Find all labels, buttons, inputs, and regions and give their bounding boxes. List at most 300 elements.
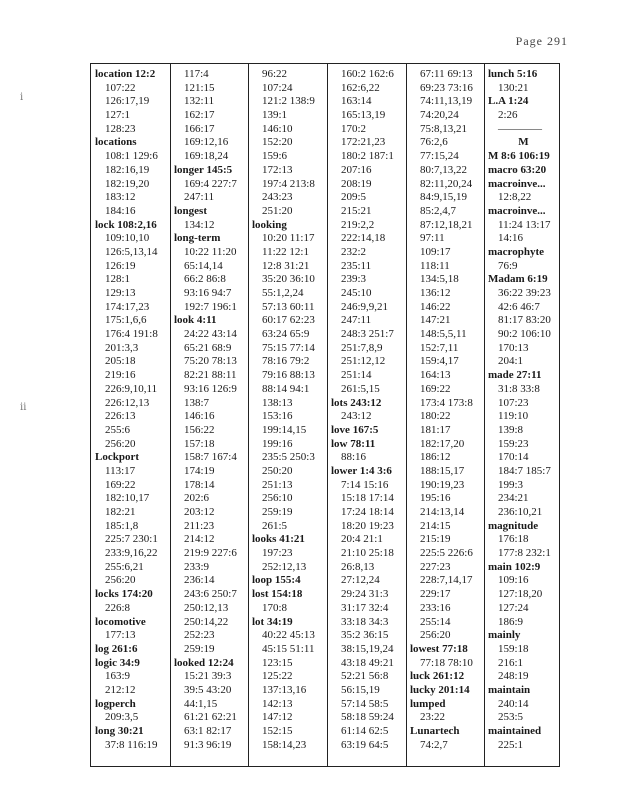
index-entry-reference: 109:16 <box>498 574 529 587</box>
index-entry-reference: 159:18 <box>498 642 529 655</box>
index-entry-reference: 163:9 <box>105 670 131 683</box>
index-entry-reference: 186:9 <box>498 615 524 628</box>
index-entry-reference: 125:22 <box>262 670 293 683</box>
index-entry-reference: 255:14 <box>420 615 451 628</box>
index-entry-reference: 61:14 62:5 <box>341 725 389 737</box>
index-entry-reference: 255:6 <box>105 423 131 436</box>
index-entry-reference: 11:24 13:17 <box>498 218 551 231</box>
index-entry-reference: 38:15,19,24 <box>341 642 394 655</box>
index-entry-reference: 225:5 226:6 <box>420 547 473 560</box>
index-entry-reference: 225:7 230:1 <box>105 533 158 546</box>
index-column-5 <box>406 68 484 766</box>
index-entry-reference: 181:17 <box>420 423 451 436</box>
index-entry-term: maintained <box>488 725 542 737</box>
index-entry-reference: 251:13 <box>262 478 293 491</box>
index-entry-reference: 79:16 88:13 <box>262 369 315 382</box>
index-entry-reference: 128:1 <box>105 273 131 286</box>
index-entry-reference: 226:13 <box>105 410 136 423</box>
index-entry-reference: 209:5 <box>341 191 367 204</box>
index-entry-reference: 63:1 82:17 <box>184 725 232 737</box>
column-divider <box>248 64 249 766</box>
index-entry-term: love 167:5 <box>331 423 379 436</box>
index-entry-reference: 55:1,2,24 <box>262 287 304 299</box>
index-entry-term: long 30:21 <box>95 725 144 737</box>
index-entry-reference: 132:11 <box>184 95 215 108</box>
index-entry-reference: 147:21 <box>420 314 451 327</box>
index-entry-reference: 11:22 12:1 <box>262 245 309 258</box>
index-entry-reference: 35:2 36:15 <box>341 629 389 642</box>
index-entry-reference: 226:8 <box>105 601 131 614</box>
index-entry-reference: 172:13 <box>262 163 293 176</box>
index-entry-reference: 197:23 <box>262 547 293 560</box>
index-entry-reference: 261:5,15 <box>341 382 380 395</box>
index-entry-reference: 197:4 213:8 <box>262 177 315 190</box>
index-entry-reference: 77:15,24 <box>420 150 459 163</box>
index-entry-reference: 243:12 <box>341 410 372 423</box>
index-entry-reference: 146:22 <box>420 300 451 313</box>
index-entry-term: lunch 5:16 <box>488 68 538 80</box>
index-entry-reference: 178:14 <box>184 478 215 491</box>
index-entry-reference: 158:14,23 <box>262 738 307 751</box>
index-entry-reference: 134:12 <box>184 218 215 231</box>
index-entry-reference: 251:14 <box>341 369 372 382</box>
index-entry-reference: 121:2 138:9 <box>262 95 315 108</box>
index-entry-reference: 180:2 187:1 <box>341 150 394 163</box>
index-entry-reference: 183:12 <box>105 191 136 204</box>
index-entry-reference: 214:13,14 <box>420 506 465 518</box>
column-divider <box>406 64 407 766</box>
index-column-2 <box>170 68 248 766</box>
index-entry-reference: 225:1 <box>498 738 524 751</box>
index-entry-reference: 93:16 94:7 <box>184 287 232 299</box>
index-entry-reference: 199:3 <box>498 478 524 491</box>
index-entry-reference: 169:22 <box>105 478 136 491</box>
index-entry-reference: 246:9,9,21 <box>341 300 389 313</box>
index-entry-reference: 107:23 <box>498 396 529 409</box>
index-entry-term: magnitude <box>488 519 539 532</box>
index-entry-reference: 91:3 96:19 <box>184 738 232 751</box>
index-entry-reference: 226:12,13 <box>105 396 150 409</box>
index-entry-term: lock 108:2,16 <box>95 218 157 231</box>
index-entry-reference: 261:5 <box>262 519 288 532</box>
index-entry-reference: 157:18 <box>184 437 215 450</box>
index-entry-term: log 261:6 <box>95 642 138 655</box>
index-entry-reference: 166:17 <box>184 122 215 135</box>
index-entry-reference: 248:19 <box>498 670 529 683</box>
index-entry-reference: 58:18 59:24 <box>341 711 394 724</box>
index-entry-reference: 235:5 250:3 <box>262 451 315 464</box>
section-letter: M <box>518 136 529 149</box>
index-entry-reference: 56:15,19 <box>341 683 380 696</box>
index-entry-reference: 247:11 <box>341 314 372 327</box>
index-entry-reference: 74:2,7 <box>420 738 448 751</box>
index-column-6 <box>484 68 559 766</box>
index-entry-reference: 162:17 <box>184 109 215 122</box>
index-entry-term: macroinve... <box>488 177 546 190</box>
index-entry-reference: 172:21,23 <box>341 136 386 149</box>
index-entry-reference: 113:17 <box>105 464 136 477</box>
index-entry-reference: 27:12,24 <box>341 574 380 587</box>
index-entry-reference: 165:13,19 <box>341 109 386 122</box>
index-entry-reference: 184:7 185:7 <box>498 464 551 477</box>
index-entry-reference: 153:16 <box>262 410 293 423</box>
index-entry-reference: 208:19 <box>341 177 372 190</box>
index-entry-reference: 236:10,21 <box>498 506 543 518</box>
index-entry-reference: 42:6 46:7 <box>498 300 540 313</box>
index-entry-reference: 186:12 <box>420 451 451 464</box>
index-entry-reference: 81:17 83:20 <box>498 314 551 327</box>
index-entry-reference: 235:11 <box>341 259 372 272</box>
index-entry-reference: 69:23 73:16 <box>420 81 473 94</box>
index-entry-reference: 232:2 <box>341 245 367 258</box>
index-entry-reference: 127:1 <box>105 109 131 122</box>
index-entry-reference: 177:8 232:1 <box>498 547 551 560</box>
index-entry-reference: 252:12,13 <box>262 560 307 573</box>
index-entry-reference: 17:24 18:14 <box>341 506 394 518</box>
index-entry-reference: 255:6,21 <box>105 560 144 573</box>
index-entry-reference: 228:7,14,17 <box>420 574 473 587</box>
index-entry-term: macrophyte <box>488 245 545 258</box>
index-entry-reference: ———— <box>498 122 542 135</box>
index-entry-reference: 39:5 43:20 <box>184 683 232 696</box>
page-number: Page 291 <box>515 34 568 48</box>
index-entry-term: long-term <box>174 232 221 245</box>
index-entry-reference: 61:21 62:21 <box>184 711 237 724</box>
index-entry-reference: 211:23 <box>184 519 215 532</box>
index-entry-reference: 126:19 <box>105 259 136 272</box>
index-entry-reference: 156:22 <box>184 423 215 436</box>
index-entry-reference: 52:21 56:8 <box>341 670 389 683</box>
index-entry-reference: 57:13 60:11 <box>262 300 315 313</box>
index-entry-reference: 15:21 39:3 <box>184 670 232 683</box>
index-entry-reference: 119:10 <box>498 410 529 423</box>
index-entry-reference: 76:9 <box>498 259 518 272</box>
index-entry-reference: 233:9 <box>184 560 210 573</box>
index-entry-reference: 87:12,18,21 <box>420 218 473 231</box>
index-entry-reference: 176:18 <box>498 533 529 546</box>
index-entry-reference: 7:14 15:16 <box>341 478 389 491</box>
index-entry-reference: 185:1,8 <box>105 519 139 532</box>
index-entry-reference: 251:12,12 <box>341 355 386 368</box>
index-entry-reference: 26:8,13 <box>341 560 375 573</box>
index-entry-reference: 84:9,15,19 <box>420 191 468 204</box>
index-entry-term: made 27:11 <box>488 369 542 382</box>
index-entry-reference: 97:11 <box>420 232 445 245</box>
index-entry-reference: 45:15 51:11 <box>262 642 315 655</box>
index-entry-reference: 33:18 34:3 <box>341 615 389 628</box>
index-entry-reference: 40:22 45:13 <box>262 629 315 642</box>
index-entry-reference: 138:7 <box>184 396 210 409</box>
index-entry-reference: 170:14 <box>498 451 529 464</box>
index-entry-reference: 108:1 129:6 <box>105 150 158 163</box>
index-entry-reference: 118:11 <box>420 259 450 272</box>
index-entry-term: mainly <box>488 629 521 642</box>
index-entry-reference: 182:19,20 <box>105 177 150 190</box>
index-entry-term: lost 154:18 <box>252 588 303 601</box>
index-entry-reference: 229:17 <box>420 588 451 601</box>
index-entry-reference: 37:8 116:19 <box>105 738 158 751</box>
index-entry-reference: 12:8,22 <box>498 191 532 204</box>
index-entry-reference: 175:1,6,6 <box>105 314 147 327</box>
index-entry-reference: 142:13 <box>262 697 293 710</box>
index-entry-reference: 146:10 <box>262 122 293 135</box>
index-entry-term: look 4:11 <box>174 314 217 327</box>
index-entry-reference: 219:9 227:6 <box>184 547 237 560</box>
index-entry-reference: 176:4 191:8 <box>105 328 158 341</box>
index-entry-reference: 170:13 <box>498 341 529 354</box>
index-entry-reference: 169:4 227:7 <box>184 177 237 190</box>
index-entry-reference: 202:6 <box>184 492 210 505</box>
index-entry-reference: 199:16 <box>262 437 293 450</box>
index-entry-term: maintain <box>488 683 531 696</box>
index-entry-reference: 215:19 <box>420 533 451 546</box>
index-entry-term: lowest 77:18 <box>410 642 468 655</box>
index-entry-reference: 76:2,6 <box>420 136 448 149</box>
index-entry-reference: 169:12,16 <box>184 136 229 149</box>
index-entry-reference: 219:2,2 <box>341 218 375 231</box>
index-entry-term: lower 1:4 3:6 <box>331 464 392 477</box>
index-entry-reference: 12:8 31:21 <box>262 259 310 272</box>
index-entry-term: Lockport <box>95 451 139 464</box>
index-entry-reference: 126:17,19 <box>105 95 150 108</box>
index-entry-reference: 20:4 21:1 <box>341 533 383 546</box>
index-entry-reference: 152:20 <box>262 136 293 149</box>
index-entry-term: locks 174:20 <box>95 588 153 601</box>
index-entry-reference: 109:17 <box>420 245 451 258</box>
index-entry-reference: 15:18 17:14 <box>341 492 394 505</box>
index-entry-reference: 170:8 <box>262 601 288 614</box>
index-entry-reference: 75:20 78:13 <box>184 355 237 368</box>
index-entry-reference: 60:17 62:23 <box>262 314 315 327</box>
index-entry-term: loop 155:4 <box>252 574 301 587</box>
index-entry-reference: 130:21 <box>498 81 529 94</box>
index-entry-reference: 212:12 <box>105 683 136 696</box>
index-entry-reference: 136:12 <box>420 287 451 299</box>
index-entry-reference: 107:24 <box>262 81 293 94</box>
index-entry-reference: 219:16 <box>105 369 136 382</box>
index-entry-reference: 214:12 <box>184 533 215 546</box>
index-entry-reference: 233:9,16,22 <box>105 547 158 560</box>
index-entry-reference: 252:23 <box>184 629 215 642</box>
index-entry-reference: 65:14,14 <box>184 259 223 272</box>
index-entry-reference: 162:6,22 <box>341 81 380 94</box>
margin-mark: ⅰ <box>20 92 24 103</box>
index-entry-reference: 80:7,13,22 <box>420 163 468 176</box>
index-entry-reference: 239:3 <box>341 273 367 286</box>
index-entry-reference: 236:14 <box>184 574 215 587</box>
index-entry-reference: 90:2 106:10 <box>498 328 551 341</box>
index-entry-reference: 192:7 196:1 <box>184 300 237 313</box>
index-entry-reference: 158:7 167:4 <box>184 451 237 464</box>
index-entry-reference: 31:8 33:8 <box>498 382 540 395</box>
index-column-1 <box>91 68 170 766</box>
index-entry-reference: 159:23 <box>498 437 529 450</box>
index-entry-reference: 174:19 <box>184 464 215 477</box>
index-entry-reference: 147:12 <box>262 711 293 724</box>
index-entry-term: longer 145:5 <box>174 163 233 176</box>
index-entry-reference: 182:17,20 <box>420 437 465 450</box>
index-entry-term: Lunartech <box>410 725 460 737</box>
index-entry-reference: 44:1,15 <box>184 697 218 710</box>
index-entry-reference: 256:20 <box>105 574 136 587</box>
index-entry-reference: 256:20 <box>105 437 136 450</box>
index-entry-reference: 216:1 <box>498 656 524 669</box>
index-entry-reference: 234:21 <box>498 492 529 505</box>
index-entry-reference: 250:20 <box>262 464 293 477</box>
index-entry-reference: 180:22 <box>420 410 451 423</box>
index-entry-reference: 204:1 <box>498 355 524 368</box>
index-entry-reference: 148:5,5,11 <box>420 328 467 341</box>
index-entry-reference: 21:10 25:18 <box>341 547 394 560</box>
index-entry-reference: 129:13 <box>105 287 136 299</box>
index-column-3 <box>248 68 327 766</box>
index-entry-reference: 177:13 <box>105 629 136 642</box>
index-entry-reference: 245:10 <box>341 287 372 299</box>
index-entry-reference: 209:3,5 <box>105 711 139 724</box>
index-entry-reference: 107:22 <box>105 81 136 94</box>
index-entry-term: luck 261:12 <box>410 670 465 683</box>
index-entry-reference: 169:22 <box>420 382 451 395</box>
index-entry-reference: 29:24 31:3 <box>341 588 389 601</box>
index-entry-reference: 227:23 <box>420 560 451 573</box>
index-entry-reference: 159:6 <box>262 150 288 163</box>
index-entry-reference: 65:21 68:9 <box>184 341 232 354</box>
index-entry-reference: 188:15,17 <box>420 464 465 477</box>
index-entry-reference: 123:15 <box>262 656 293 669</box>
index-entry-term: location 12:2 <box>95 68 156 80</box>
index-entry-reference: 126:5,13,14 <box>105 245 158 258</box>
index-entry-reference: 152:15 <box>262 725 293 737</box>
index-entry-reference: 190:19,23 <box>420 478 465 491</box>
index-entry-term: locomotive <box>95 615 146 628</box>
index-entry-term: looking <box>252 218 287 231</box>
index-entry-reference: 10:20 11:17 <box>262 232 315 245</box>
index-entry-reference: 96:22 <box>262 68 288 80</box>
index-entry-term: longest <box>174 204 207 217</box>
index-column-4 <box>327 68 406 766</box>
index-entry-reference: 259:19 <box>184 642 215 655</box>
index-entry-reference: 253:5 <box>498 711 524 724</box>
index-entry-reference: 250:14,22 <box>184 615 229 628</box>
index-entry-reference: 14:16 <box>498 232 524 245</box>
index-entry-term: M 8:6 106:19 <box>488 150 550 163</box>
index-entry-reference: 78:16 79:2 <box>262 355 310 368</box>
index-entry-reference: 75:15 77:14 <box>262 341 315 354</box>
index-entry-reference: 251:7,8,9 <box>341 341 383 354</box>
index-entry-reference: 139:1 <box>262 109 288 122</box>
index-entry-reference: 226:9,10,11 <box>105 382 158 395</box>
index-entry-reference: 18:20 19:23 <box>341 519 394 532</box>
index-entry-term: macro 63:20 <box>488 163 547 176</box>
index-entry-reference: 128:23 <box>105 122 136 135</box>
index-entry-reference: 170:2 <box>341 122 367 135</box>
index-entry-reference: 174:17,23 <box>105 300 150 313</box>
index-entry-reference: 109:10,10 <box>105 232 150 245</box>
index-entry-reference: 67:11 69:13 <box>420 68 473 80</box>
index-entry-reference: 57:14 58:5 <box>341 697 389 710</box>
index-entry-reference: 139:8 <box>498 423 524 436</box>
index-entry-reference: 127:18,20 <box>498 588 543 601</box>
margin-mark: ⅱ <box>20 402 27 413</box>
column-divider <box>170 64 171 766</box>
index-entry-reference: 247:11 <box>184 191 215 204</box>
index-entry-reference: 82:21 88:11 <box>184 369 237 382</box>
index-entry-term: logic 34:9 <box>95 656 140 669</box>
index-entry-reference: 117:4 <box>184 68 209 80</box>
index-entry-reference: 2:26 <box>498 109 518 122</box>
index-entry-reference: 74:20,24 <box>420 109 459 122</box>
index-entry-reference: 127:24 <box>498 601 529 614</box>
index-entry-reference: 36:22 39:23 <box>498 287 551 299</box>
index-entry-term: looks 41:21 <box>252 533 305 546</box>
index-entry-reference: 146:16 <box>184 410 215 423</box>
index-entry-reference: 240:14 <box>498 697 529 710</box>
column-divider <box>484 64 485 766</box>
index-entry-reference: 121:15 <box>184 81 215 94</box>
index-entry-reference: 233:16 <box>420 601 451 614</box>
index-entry-reference: 66:2 86:8 <box>184 273 226 286</box>
index-entry-reference: 251:20 <box>262 204 293 217</box>
index-entry-term: logperch <box>95 697 136 710</box>
index-entry-reference: 159:4,17 <box>420 355 459 368</box>
index-entry-term: lumped <box>410 697 446 710</box>
index-entry-reference: 137:13,16 <box>262 683 307 696</box>
index-entry-reference: 160:2 162:6 <box>341 68 394 80</box>
index-entry-reference: 75:8,13,21 <box>420 122 468 135</box>
index-entry-reference: 199:14,15 <box>262 423 307 436</box>
index-entry-term: locations <box>95 136 137 149</box>
index-entry-term: low 78:11 <box>331 437 376 450</box>
index-entry-reference: 10:22 11:20 <box>184 245 237 258</box>
index-entry-term: main 102:9 <box>488 560 541 573</box>
index-entry-reference: 63:24 65:9 <box>262 328 310 341</box>
index-entry-reference: 173:4 173:8 <box>420 396 473 409</box>
index-entry-reference: 182:21 <box>105 506 136 518</box>
index-entry-reference: 163:14 <box>341 95 372 108</box>
index-entry-reference: 43:18 49:21 <box>341 656 394 669</box>
index-entry-reference: 207:16 <box>341 163 372 176</box>
index-entry-term: L.A 1:24 <box>488 95 529 108</box>
index-entry-reference: 93:16 126:9 <box>184 382 237 395</box>
index-entry-term: looked 12:24 <box>174 656 234 669</box>
index-entry-reference: 243:6 250:7 <box>184 588 237 601</box>
index-entry-reference: 63:19 64:5 <box>341 738 389 751</box>
index-entry-reference: 182:16,19 <box>105 163 150 176</box>
index-entry-reference: 77:18 78:10 <box>420 656 473 669</box>
index-entry-reference: 222:14,18 <box>341 232 386 245</box>
index-entry-term: Madam 6:19 <box>488 273 548 286</box>
column-divider <box>327 64 328 766</box>
index-entry-term: macroinve... <box>488 204 546 217</box>
index-entry-reference: 256:20 <box>420 629 451 642</box>
index-entry-reference: 214:15 <box>420 519 451 532</box>
index-table <box>90 63 560 767</box>
index-entry-reference: 248:3 251:7 <box>341 328 394 341</box>
index-entry-term: lot 34:19 <box>252 615 293 628</box>
index-entry-term: lots 243:12 <box>331 396 382 409</box>
index-entry-reference: 203:12 <box>184 506 215 518</box>
index-entry-reference: 184:16 <box>105 204 136 217</box>
index-entry-reference: 88:14 94:1 <box>262 382 310 395</box>
index-entry-reference: 138:13 <box>262 396 293 409</box>
index-entry-reference: 256:10 <box>262 492 293 505</box>
index-entry-reference: 215:21 <box>341 204 372 217</box>
index-entry-reference: 88:16 <box>341 451 367 464</box>
index-entry-reference: 259:19 <box>262 506 293 518</box>
index-entry-reference: 243:23 <box>262 191 293 204</box>
index-entry-term: lucky 201:14 <box>410 683 470 696</box>
index-entry-reference: 250:12,13 <box>184 601 229 614</box>
